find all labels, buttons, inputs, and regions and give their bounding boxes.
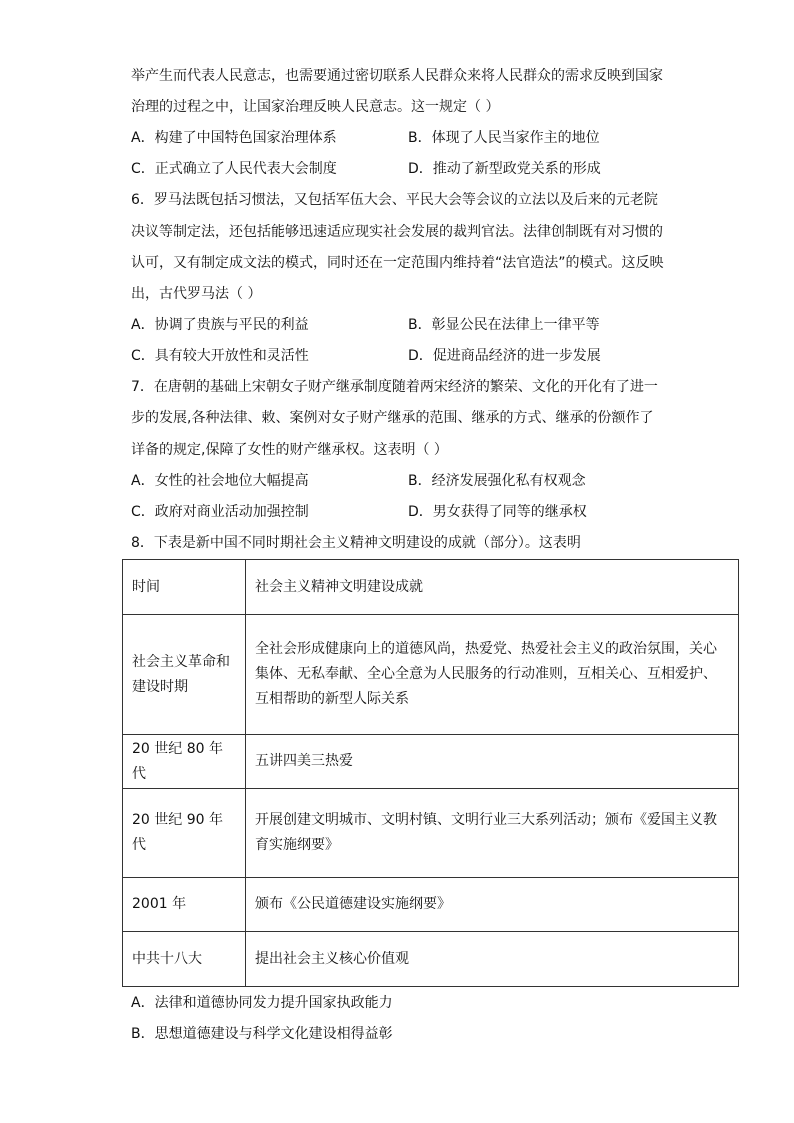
q6-stem-line-2: 决议等制定法，还包括能够迅速适应现实社会发展的裁判官法。法律创制既有对习惯的 bbox=[131, 224, 663, 240]
q8-option-a: A．法律和道德协同发力提升国家执政能力 bbox=[131, 995, 393, 1011]
table-row bbox=[123, 789, 739, 878]
q6-option-b: B．彰显公民在法律上一律平等 bbox=[408, 317, 600, 333]
q7-stem-line-2: 步的发展,各种法律、敕、案例对女子财产继承的范围、继承的方式、继承的份额作了 bbox=[131, 410, 654, 426]
q7-option-c: C．政府对商业活动加强控制 bbox=[131, 504, 309, 520]
table-cell-period: 社会主义革命和建设时期 bbox=[123, 615, 246, 735]
table-row bbox=[123, 878, 739, 932]
table-header-period: 时间 bbox=[123, 560, 246, 615]
q5-option-b: B．体现了人民当家作主的地位 bbox=[408, 130, 600, 146]
q5-option-d: D．推动了新型政党关系的形成 bbox=[408, 161, 601, 177]
table-cell-period: 2001 年 bbox=[123, 878, 246, 932]
table-cell-period: 20 世纪 80 年代 bbox=[123, 735, 246, 789]
table-header-achievement: 社会主义精神文明建设成就 bbox=[246, 560, 739, 615]
q6-stem-line-4: 出，古代罗马法（ ） bbox=[131, 286, 262, 302]
q5-stem-line-2: 治理的过程之中，让国家治理反映人民意志。这一规定（ ） bbox=[131, 99, 500, 115]
q7-stem-line-1: 7．在唐朝的基础上宋朝女子财产继承制度随着两宋经济的繁荣、文化的开化有了进一 bbox=[131, 379, 658, 395]
q6-stem-line-1: 6．罗马法既包括习惯法，又包括军伍大会、平民大会等会议的立法以及后来的元老院 bbox=[131, 192, 658, 208]
q7-stem-line-3: 详备的规定,保障了女性的财产继承权。这表明（ ） bbox=[131, 442, 448, 458]
q5-option-a: A．构建了中国特色国家治理体系 bbox=[131, 130, 337, 146]
table-cell-achievement: 颁布《公民道德建设实施纲要》 bbox=[246, 878, 739, 932]
table-cell-achievement: 提出社会主义核心价值观 bbox=[246, 932, 739, 987]
q7-option-d: D．男女获得了同等的继承权 bbox=[408, 504, 587, 520]
q5-stem-line-1: 举产生而代表人民意志，也需要通过密切联系人民群众来将人民群众的需求反映到国家 bbox=[131, 68, 663, 84]
table-header-row bbox=[123, 560, 739, 615]
q6-option-c: C．具有较大开放性和灵活性 bbox=[131, 348, 309, 364]
q7-option-a: A．女性的社会地位大幅提高 bbox=[131, 473, 309, 489]
table-row bbox=[123, 615, 739, 735]
table-row bbox=[123, 735, 739, 789]
achievements-table bbox=[122, 559, 739, 987]
table-cell-achievement: 五讲四美三热爱 bbox=[246, 735, 739, 789]
q6-option-a: A．协调了贵族与平民的利益 bbox=[131, 317, 309, 333]
q8-option-b: B．思想道德建设与科学文化建设相得益彰 bbox=[131, 1026, 393, 1042]
q5-option-c: C．正式确立了人民代表大会制度 bbox=[131, 161, 337, 177]
table-cell-achievement: 开展创建文明城市、文明村镇、文明行业三大系列活动；颁布《爱国主义教育实施纲要》 bbox=[246, 789, 739, 878]
table-cell-period: 中共十八大 bbox=[123, 932, 246, 987]
q6-stem-line-3: 认可，又有制定成文法的模式，同时还在一定范围内维持着“法官造法”的模式。这反映 bbox=[131, 255, 664, 271]
table-cell-achievement: 全社会形成健康向上的道德风尚，热爱党、热爱社会主义的政治氛围，关心集体、无私奉献、全心全意为人民服务的行动准则，互相关心、互相爱护、互相帮助的新型人际关系 bbox=[246, 615, 739, 735]
q7-option-b: B．经济发展强化私有权观念 bbox=[408, 473, 586, 489]
q6-option-d: D．促进商品经济的进一步发展 bbox=[408, 348, 601, 364]
q8-stem: 8．下表是新中国不同时期社会主义精神文明建设的成就（部分）。这表明 bbox=[131, 535, 581, 551]
table-cell-period: 20 世纪 90 年代 bbox=[123, 789, 246, 878]
table-row bbox=[123, 932, 739, 987]
